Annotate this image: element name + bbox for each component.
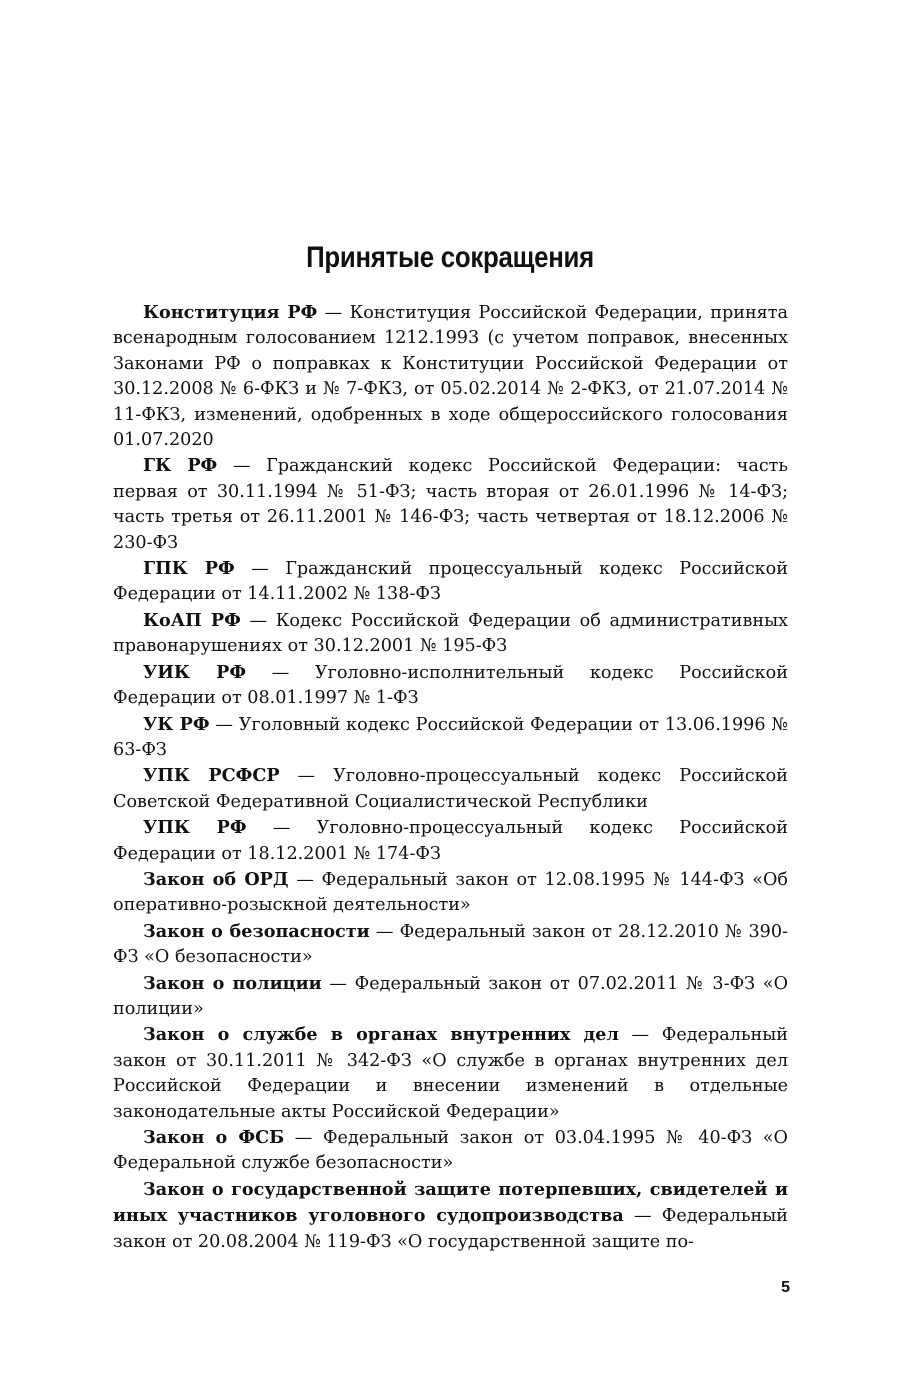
entry-term: УК РФ [143, 713, 210, 735]
abbreviations-list [113, 300, 788, 1255]
list-item [113, 712, 788, 764]
page-number: 5 [781, 1279, 790, 1296]
entry-definition: — Федеральный закон от 28.12.2010 № 390-ФЗ «О безопасности» [113, 921, 788, 968]
entry-term: Закон об ОРД [143, 868, 289, 890]
list-item [113, 660, 788, 712]
entry-definition: — Гражданский процессуальный кодекс Российской Федерации от 14.11.2002 № 138-ФЗ [113, 559, 788, 605]
entry-definition: — Федеральный закон от 07.02.2011 № 3-ФЗ «О полиции» [113, 973, 788, 1019]
entry-definition: — Конституция Российской Федерации, принята всенародным голосованием 1212.1993 (с учетом поправок, внесенных Законами РФ о поправках к Конституции Российской Федерации от 30.12.2008 № 6-ФКЗ и № 7-ФКЗ, от 05.02.2014 № 2-ФКЗ, от 21.07.2014 № 11-ФКЗ, изменений, одобренных в ходе общероссийского голосования 01.07.2020 [113, 303, 788, 451]
page-title: Принятые сокращения [306, 241, 594, 275]
entry-definition: — Уголовный кодекс Российской Федерации от 13.06.1996 № 63-ФЗ [113, 714, 788, 760]
entry-definition: — Федеральный закон от 12.08.1995 № 144-ФЗ «Об оперативно-розыскной деятельности» [113, 869, 788, 916]
entry-term: УИК РФ [143, 661, 247, 683]
list-item [113, 556, 788, 608]
entry-definition: — Федеральный закон от 03.04.1995 № 40-ФЗ «О Федеральной службе безопасности» [113, 1128, 788, 1174]
list-item [113, 867, 788, 919]
entry-term: Закон о ФСБ [143, 1127, 285, 1148]
entry-term: Закон о полиции [143, 972, 322, 994]
entry-definition: — Федеральный закон от 30.11.2011 № 342-ФЗ «О службе в органах внутренних дел Российской Федерации и внесении изменений в отдельные законодательные акты Российской Федерации» [113, 1025, 788, 1122]
list-item [113, 971, 788, 1023]
entry-term: ГПК РФ [143, 558, 235, 580]
entry-definition: — Федеральный закон от 20.08.2004 № 119-ФЗ «О государственной защите по- [113, 1206, 788, 1252]
list-item [113, 919, 788, 971]
list-item [113, 1177, 788, 1255]
list-item [113, 608, 788, 660]
entry-definition: — Гражданский кодекс Российской Федерации: часть первая от 30.11.1994 № 51-ФЗ; часть вторая от 26.01.1996 № 14-ФЗ; часть третья от 26.11.2001 № 146-ФЗ; часть четвертая от 18.12.2006 № 230-ФЗ [113, 456, 788, 553]
list-item [113, 1022, 788, 1125]
entry-term: Конституция РФ [143, 302, 318, 323]
entry-definition: — Уголовно-процессуальный кодекс Российской Федерации от 18.12.2001 № 174-ФЗ [113, 818, 788, 864]
list-item [113, 1125, 788, 1177]
list-item [113, 453, 788, 556]
entry-term: УПК РФ [143, 817, 247, 839]
entry-term: Закон о службе в органах внутренних дел [143, 1024, 619, 1046]
list-item [113, 763, 788, 815]
entry-term: КоАП РФ [143, 609, 241, 631]
list-item [113, 300, 788, 453]
entry-term: Закон о безопасности [143, 920, 370, 942]
entry-definition: — Уголовно-процессуальный кодекс Российской Советской Федеративной Социалистической Республики [113, 766, 788, 812]
entry-definition: — Уголовно-исполнительный кодекс Российской Федерации от 08.01.1997 № 1-ФЗ [113, 662, 788, 709]
entry-definition: — Кодекс Российской Федерации об административных правонарушениях от 30.12.2001 № 195-ФЗ [113, 610, 788, 657]
entry-term: УПК РСФСР [143, 765, 280, 787]
list-item [113, 815, 788, 867]
entry-term: Закон о государственной защите потерпевших, свидетелей и иных участников уголовного судопроизводства [113, 1178, 788, 1227]
entry-term: ГК РФ [143, 455, 218, 477]
